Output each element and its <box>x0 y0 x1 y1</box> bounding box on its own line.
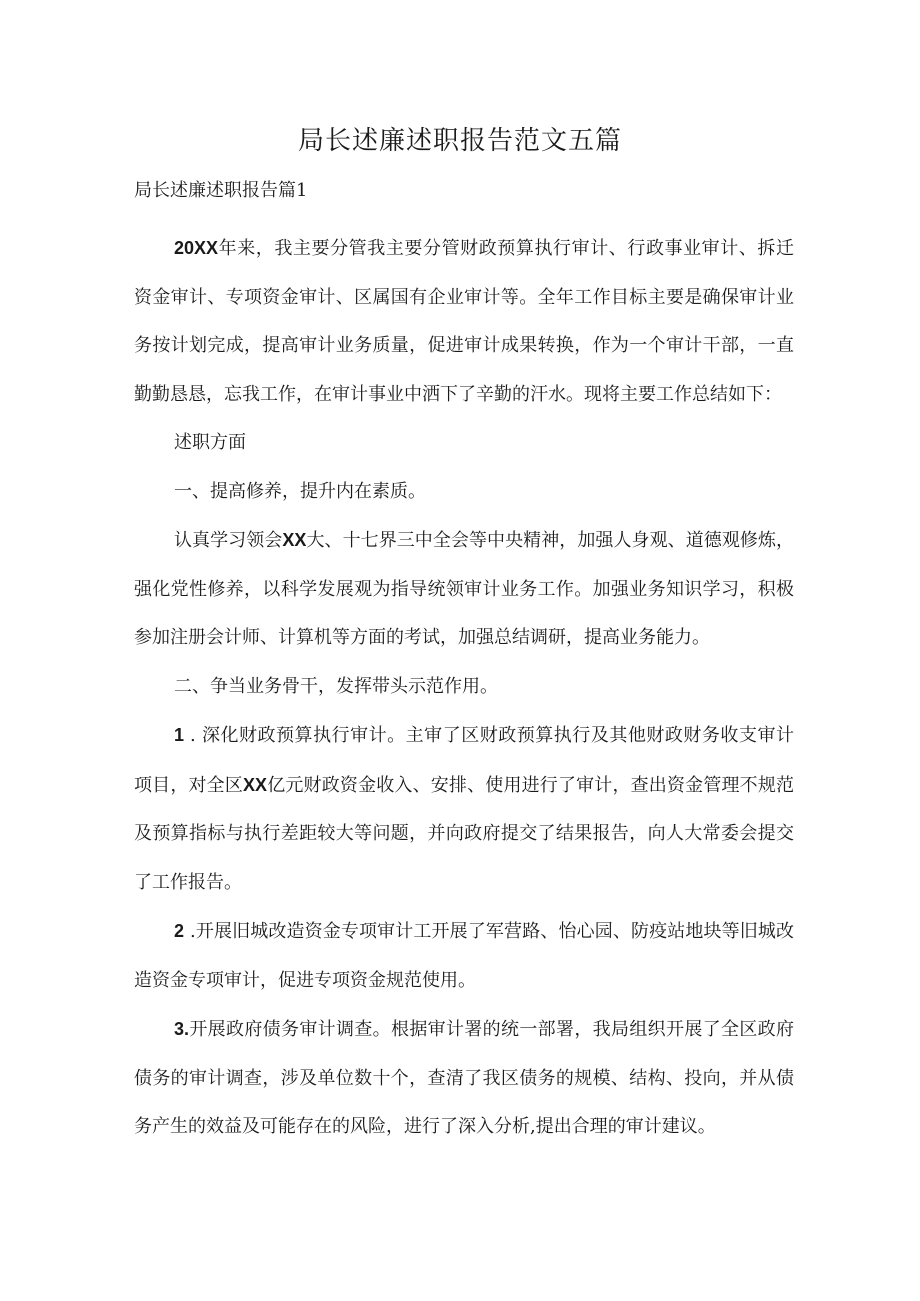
paragraph-study <box>134 516 794 663</box>
paragraph-intro <box>134 224 794 419</box>
paragraph-heading-two <box>134 663 794 712</box>
paragraph-text: 一、提高修养，提升内在素质。 <box>174 480 426 502</box>
paragraph-heading-report <box>134 419 794 468</box>
placeholder-xx: XX <box>243 774 268 795</box>
year-placeholder: 20XX <box>174 238 219 258</box>
paragraph-text: 亿元财政资金收入、安排、使用进行了审计，查出资金管理不规范及预算指标与执行差距较大等问题，并向政府提交了结果报告，向人大常委会提交了工作报告。 <box>134 774 795 893</box>
paragraph-text-pre: . 深化财政预算执行审计。主审了区财政预算执行及其他财政财务收支审计项目，对全区 <box>134 725 794 796</box>
placeholder-xx: XX <box>282 530 307 550</box>
paragraph-text: 开展政府债务审计调查。根据审计署的统一部署，我局组织开展了全区政府债务的审计调查，涉及单位数十个，查清了我区债务的规模、结构、投向，并从债务产生的效益及可能存在的风险，进行了深入分析,提出合理的审计建议。 <box>134 1019 794 1137</box>
document-body <box>134 224 794 1152</box>
paragraph-heading-one <box>134 468 794 517</box>
item-number: 1 <box>174 725 185 745</box>
paragraph-text: 述职方面 <box>174 432 246 453</box>
section-heading: 局长述廉述职报告篇1 <box>134 180 308 201</box>
document-title: 局长述廉述职报告范文五篇 <box>297 126 622 156</box>
paragraph-item-3 <box>134 1005 794 1152</box>
paragraph-text: .开展旧城改造资金专项审计工开展了军营路、怡心园、防疫站地块等旧城改造资金专项审计，促进专项资金规范使用。 <box>134 921 794 991</box>
paragraph-item-2 <box>134 907 794 1005</box>
paragraph-text: 年来，我主要分管我主要分管财政预算执行审计、行政事业审计、拆迁资金审计、专项资金审计、区属国有企业审计等。全年工作目标主要是确保审计业务按计划完成，提高审计业务质量，促进审计成果转换，作为一个审计干部，一直勤勤恳恳，忘我工作，在审计事业中洒下了辛勤的汗水。现将主要工作总结如下： <box>134 238 794 405</box>
item-number: 3. <box>174 1019 190 1039</box>
paragraph-text: 大、十七界三中全会等中央精神，加强人身观、道德观修炼，强化党性修养，以科学发展观为指导统领审计业务工作。加强业务知识学习，积极参加注册会计师、计算机等方面的考试，加强总结调研，提高业务能力。 <box>134 530 795 648</box>
item-number: 2 <box>174 921 185 941</box>
paragraph-text-pre: 认真学习领会 <box>174 530 283 551</box>
paragraph-text: 二、争当业务骨干，发挥带头示范作用。 <box>174 675 498 697</box>
paragraph-item-1 <box>134 711 794 907</box>
